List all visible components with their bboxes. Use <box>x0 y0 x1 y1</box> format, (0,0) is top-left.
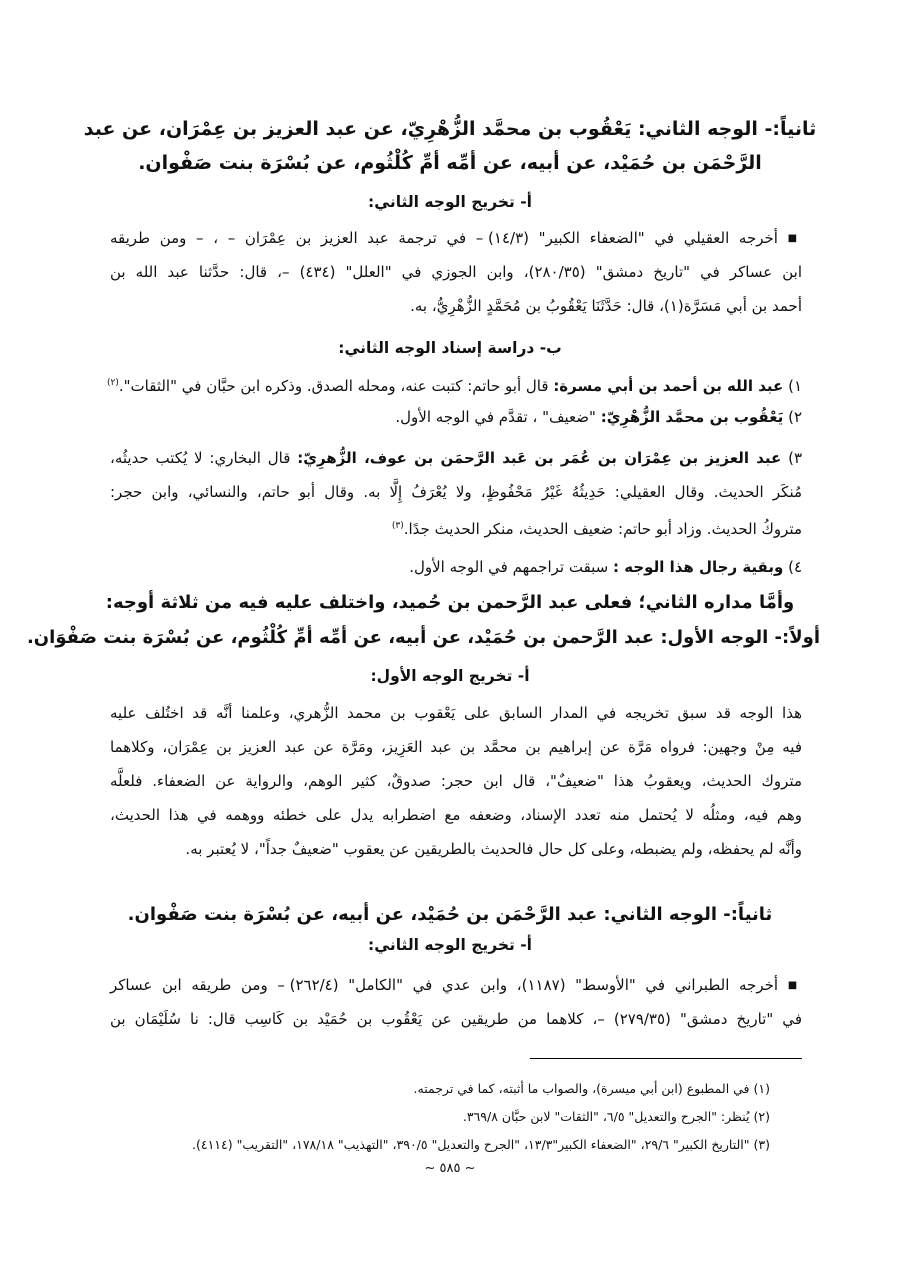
footnote-2: (٢) يُنظر: "الجرح والتعديل" ٦/٥، "الثقات" لابن حبَّان ٣٦٩/٨. <box>462 1109 770 1124</box>
narrator-item-3: ٣) عبد العزيز بن عِمْرَان بن عُمَر بن عَبد الرَّحمَن بن عوف، الزُّهرِيّ: قال البخاري: لا يُكتب حديثُه، <box>110 449 802 467</box>
narrator-item-1: ١) عبد الله بن أحمد بن أبي مسرة: قال أبو حاتم: كتبت عنه، ومحله الصدق. وذكره ابن حبَّان في "الثقات".$^{(٢)}$ <box>107 377 802 395</box>
footnote-ref: (٢) <box>107 378 119 388</box>
footnote-1: (١) في المطبوع (ابن أبي ميسرة)، والصواب ما أثبته، كما في ترجمته. <box>413 1081 770 1096</box>
section-heading-wajh-thani <box>80 112 820 180</box>
narrator-item-4: ٤) وبقية رجال هذا الوجه : سبقت تراجمهم في الوجه الأول. <box>409 558 802 576</box>
paragraph-line: هذا الوجه قد سبق تخريجه في المدار السابق على يَعْقوب بن محمد الزُّهري، وعلمنا أنَّه قد اختُلف عليه <box>110 704 802 722</box>
madar-heading: وأمَّا مداره الثاني؛ فعلى عبد الرَّحمن بن حُميد، واختلف عليه فيه من ثلاثة أوجه: <box>105 592 795 613</box>
subheading-takhrij-2: أ- تخريج الوجه الثاني: <box>368 936 532 954</box>
heading-line-1: ثانياً:- الوجه الثاني: يَعْقُوب بن محمَّد الزُّهْرِيّ، عن عبد العزيز بن عِمْرَان، عن عبد <box>83 118 817 140</box>
narrator-name: يَعْقُوب بن محمَّد الزُّهْرِيّ: <box>600 408 784 426</box>
paragraph-line: وأنَّه لم يحفظه، ولم يضبطه، وعلى كل حال فالحديث بالطريقين عن يعقوب "ضعيفٌ جداً"، لا يُعتبر به. <box>185 840 802 858</box>
heading-line-2: الرَّحْمَن بن حُمَيْد، عن أبيه، عن أمِّه أمِّ كُلْثُوم، عن بُسْرَة بنت صَفْوان. <box>138 152 762 174</box>
paragraph-line: ■ أخرجه الطبراني في "الأوسط" (١١٨٧)، وابن عدي في "الكامل" (٢٦٢/٤) – ومن طريقه ابن عساكر <box>110 976 802 994</box>
paragraph-line: في "تاريخ دمشق" (٢٧٩/٣٥) –، كلاهما من طريقين عن يَعْقُوب بن حُمَيْد بن كَاسِب قال: نا سُلَيْمَان بن <box>110 1010 802 1028</box>
paragraph-line: ■ أخرجه العقيلي في "الضعفاء الكبير" (١٤/٣) – في ترجمة عبد العزيز بن عِمْرَان – ، – ومن طريقه <box>110 229 802 247</box>
paragraph-line: أحمد بن أبي مَسَرَّة(١)، قال: حَدَّثَنَا يَعْقُوبُ بن مُحَمَّدٍ الزُّهْرِيُّ، به. <box>410 297 802 315</box>
narrator-name: عبد العزيز بن عِمْرَان بن عُمَر بن عَبد الرَّحمَن بن عوف، الزُّهرِيّ: <box>297 449 782 467</box>
subheading-dirasa: ب- دراسة إسناد الوجه الثاني: <box>338 339 562 357</box>
paragraph-line: متروك الحديث، ويعقوبُ هذا "ضعيفٌ"، قال ابن حجر: صدوقٌ، كثير الوهم، والرواية عن الضعفاء. فلعلَّه <box>110 772 802 790</box>
section-heading-wajh-awwal: أولاً:- الوجه الأول: عبد الرَّحمن بن حُمَيْد، عن أبيه، عن أمِّه أمِّ كُلْثُوم، عن بُسْرَة بنت صَفْوَان. <box>26 627 820 648</box>
paragraph-line: متروكُ الحديث. وزاد أبو حاتم: ضعيف الحديث، منكر الحديث جدًا.$^{(٣)}$ <box>391 520 802 538</box>
square-bullet-icon: ■ <box>787 980 802 991</box>
paragraph-line: وهم فيه، ومثلُه لا يُحتمل منه تعدد الإسناد، وضعفه مع اضطرابه يدل على خطئه ووهمه في هذا الحديث، <box>110 806 802 824</box>
footnote-separator <box>530 1058 802 1059</box>
paragraph-line: فيه مِنْ وجهين: فرواه مَرَّة عن إبراهيم بن محمَّد بن عبد العَزِيز، ومَرَّة عن عبد العزيز بن عِمْرَان، وكلاهما <box>110 738 802 756</box>
section-heading-wajh-thani-2: ثانياً:- الوجه الثاني: عبد الرَّحْمَن بن حُمَيْد، عن أبيه، عن بُسْرَة بنت صَفْوان. <box>127 904 773 925</box>
square-bullet-icon: ■ <box>787 233 802 244</box>
footnote-ref: (٣) <box>391 521 404 531</box>
subheading-takhrij-awwal: أ- تخريج الوجه الأول: <box>370 667 530 685</box>
narrator-name: وبقية رجال هذا الوجه : <box>613 558 784 576</box>
footnote-3: (٣) "التاريخ الكبير" ٢٩/٦، "الضعفاء الكبير"١٣/٣، "الجرح والتعديل" ٣٩٠/٥، "التهذيب" ١٧٨/١٨، "التقريب" (٤١١٤). <box>192 1137 770 1152</box>
page-number: ~ ٥٨٥ ~ <box>424 1161 476 1176</box>
subheading-takhrij: أ- تخريج الوجه الثاني: <box>368 193 532 211</box>
narrator-item-2: ٢) يَعْقُوب بن محمَّد الزُّهْرِيّ: "ضعيف" ، تقدَّم في الوجه الأول. <box>395 408 802 426</box>
paragraph-line: مُنكَر الحديث. وقال العقيلي: حَدِيثُهُ غَيْرُ مَحْفُوظٍ، ولا يُعْرَفُ إِلَّا به. وقال أبو حاتم، والنسائي، وابن حجر: <box>110 483 802 501</box>
narrator-name: عبد الله بن أحمد بن أبي مسرة: <box>553 377 784 395</box>
paragraph-line: ابن عساكر في "تاريخ دمشق" (٢٨٠/٣٥)، وابن الجوزي في "العلل" (٤٣٤) –، قال: حدَّثنا عبد الله بن <box>110 263 802 281</box>
